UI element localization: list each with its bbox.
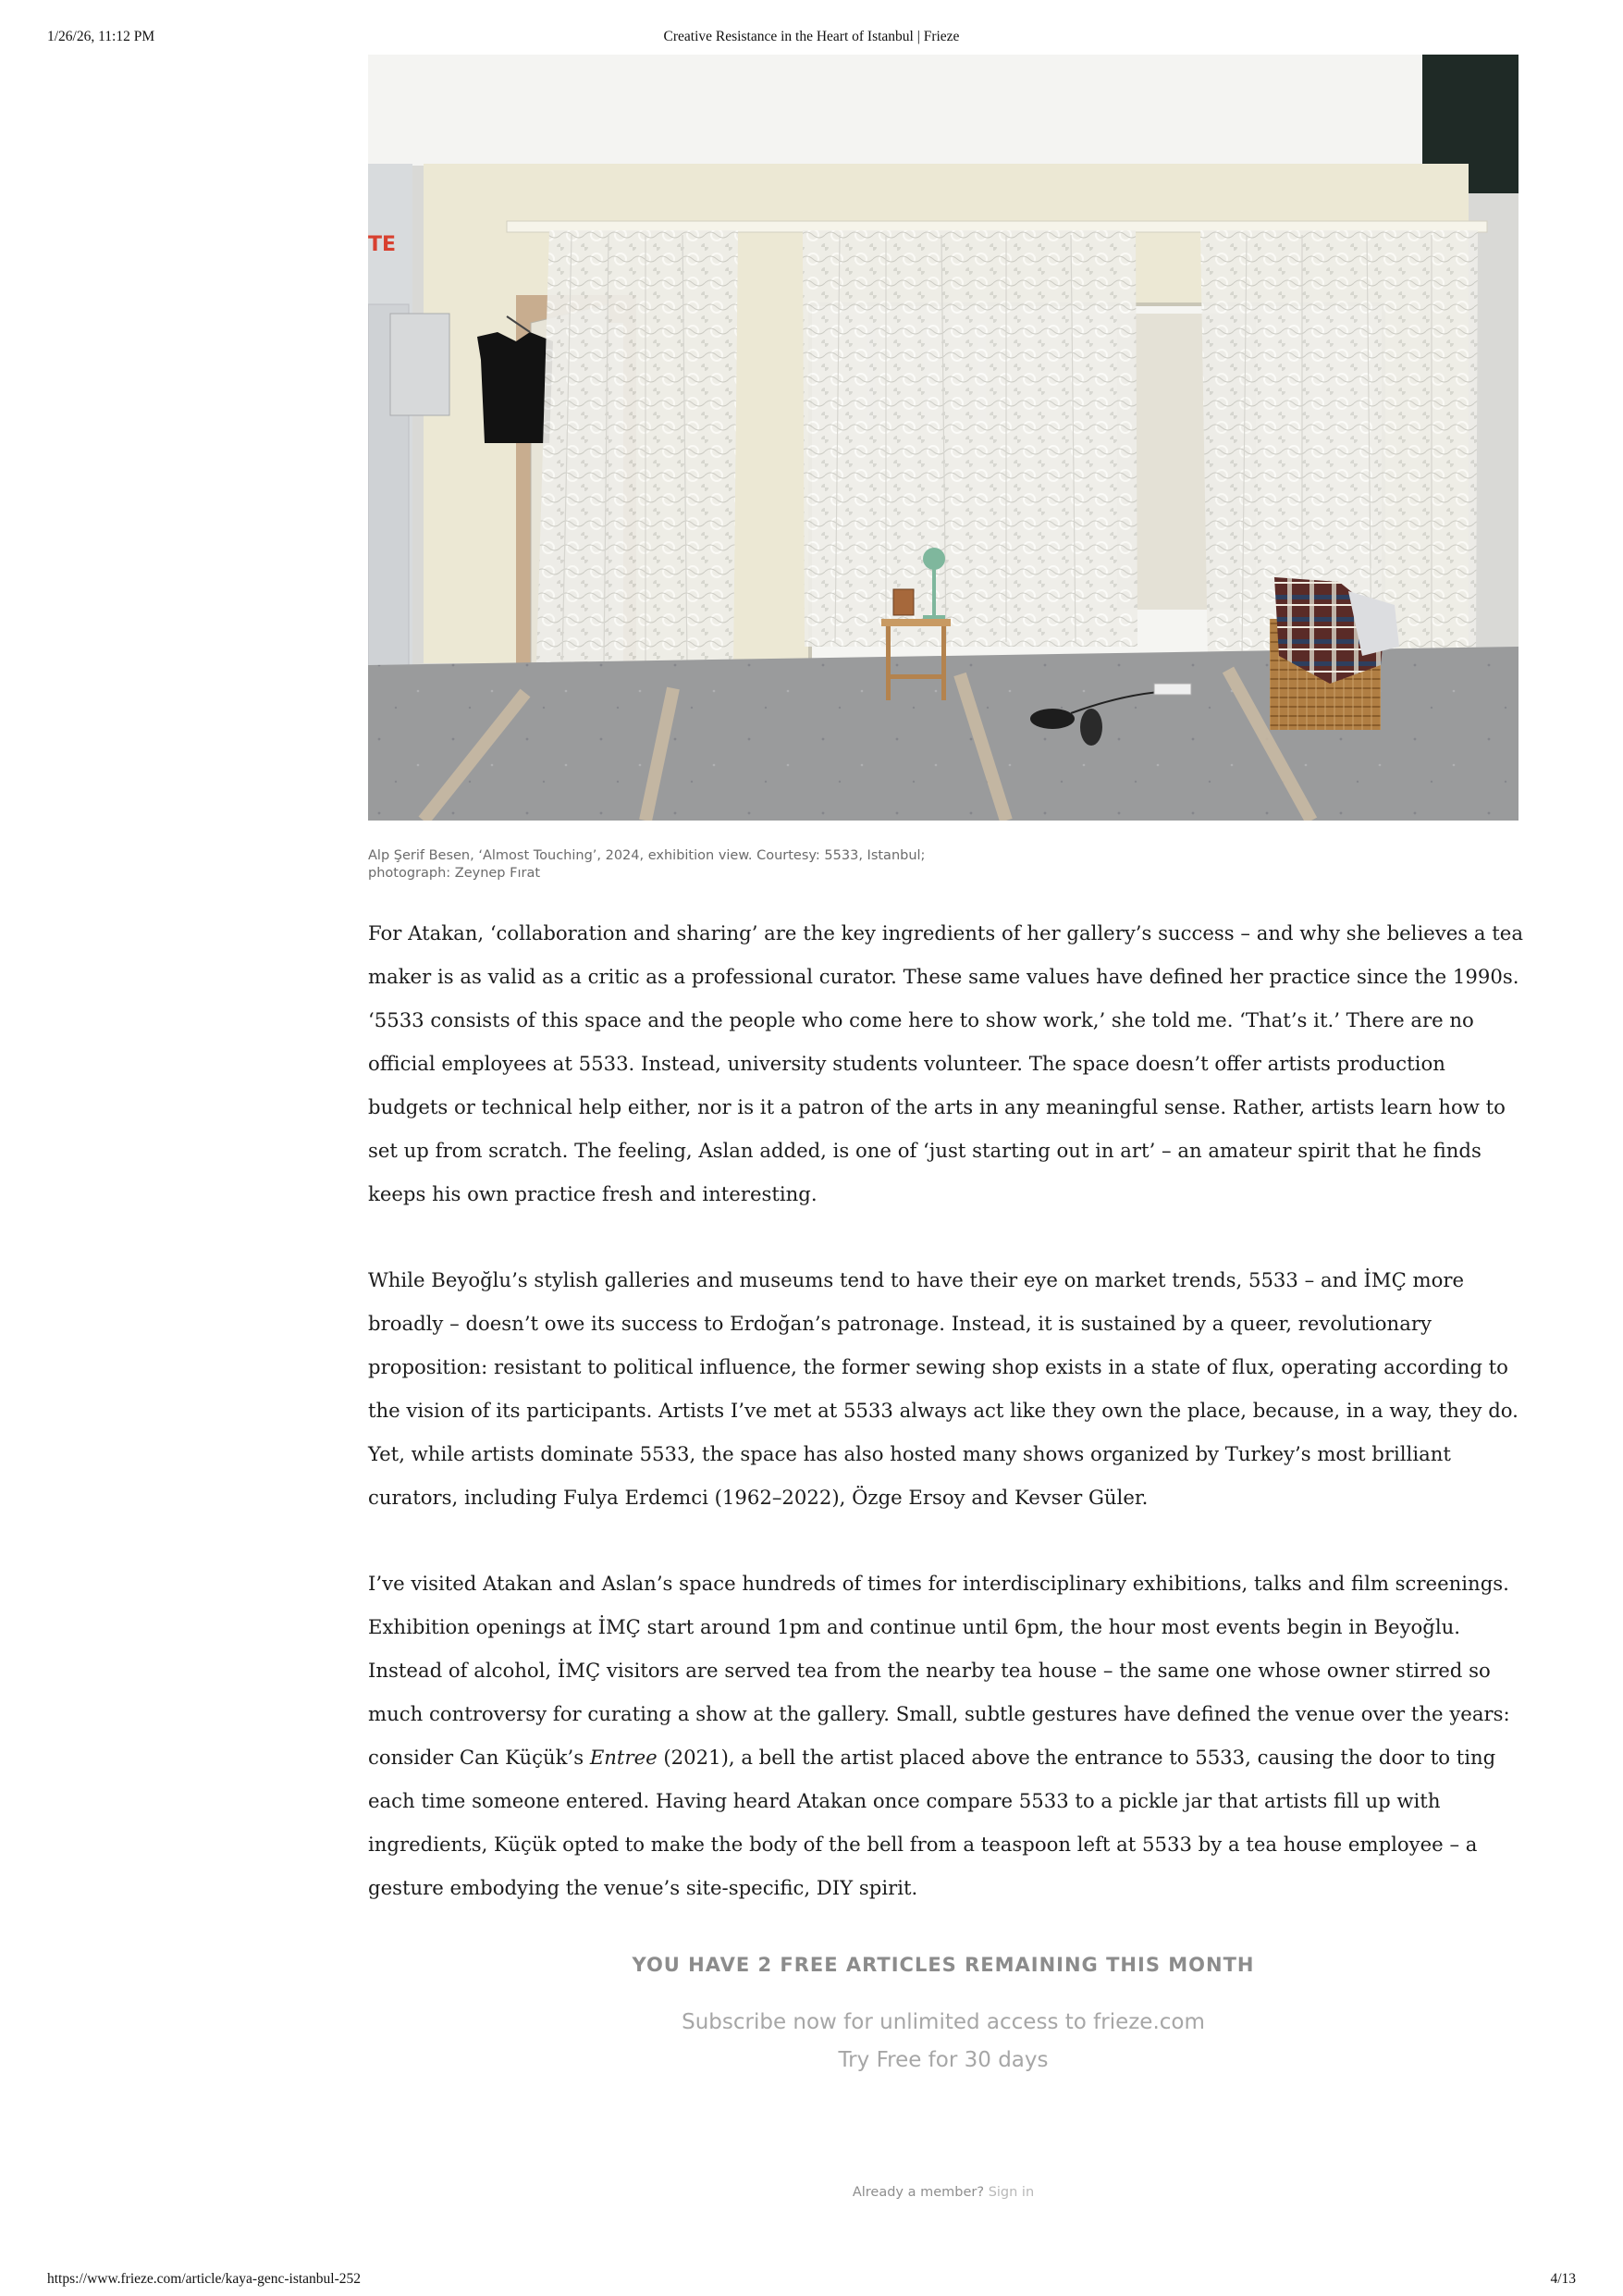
tshirt-shape: [477, 332, 553, 443]
caption-line: photograph: Zeynep Fırat: [368, 866, 541, 881]
sign-text: TE: [368, 233, 397, 256]
paragraph-text: I’ve visited Atakan and Aslan’s space hundreds of times for interdisciplinary exhibitions, talks and film screenings. Exhibition openings at İMÇ start around 1pm and continue until 6pm, the hour most events begin in Beyoğlu. Instead of alcohol, İMÇ visitors are served tea from the nearby tea house – the same one whose owner stirred so much controversy for curating a show at the gallery. Small, subtle gestures have defined the venue over the years: consider Can Küçük’s: [368, 1572, 1510, 1769]
member-prompt-text: Already a member?: [852, 2185, 985, 2200]
paragraph-text: (2021), a bell the artist placed above the entrance to 5533, causing the door to ting each time someone entered. Having heard Atakan once compare 5533 to a pickle jar that artists fill up with ingredients, Küçük opted to make the body of the bell from a teaspoon left at 5533 by a tea house employee – a gesture embodying the venue’s site-specific, DIY spirit.: [368, 1746, 1496, 1899]
article-body: [368, 911, 1524, 1952]
free-trial-link[interactable]: Try Free for 30 days: [838, 2048, 1049, 2072]
photo-caption: [368, 847, 1200, 883]
print-page-number: 4/13: [1550, 2271, 1576, 2287]
article-paragraph: While Beyoğlu’s stylish galleries and museums tend to have their eye on market trends, 5533 – and İMÇ more broadly – doesn’t owe its success to Erdoğan’s patronage. Instead, it is sustained by a queer, revolutionary proposition: resistant to political influence, the former sewing shop exists in a state of flux, operating according to the vision of its participants. Artists I’ve met at 5533 always act like they own the place, because, in a way, they do. Yet, while artists dominate 5533, the space has also hosted many shows organized by Turkey’s most brilliant curators, including Fulya Erdemci (1962–2022), Özge Ersoy and Kevser Güler.: [368, 1268, 1518, 1509]
print-url: https://www.frieze.com/article/kaya-genc-istanbul-252: [47, 2271, 362, 2287]
print-page-title: Creative Resistance in the Heart of Istanbul | Frieze: [663, 29, 960, 44]
exhibition-photo: [368, 55, 1518, 821]
article-paragraph: [368, 1562, 1524, 1909]
article-paragraph: For Atakan, ‘collaboration and sharing’ are the key ingredients of her gallery’s success – and why she believes a tea maker is as valid as a critic as a professional curator. These same values have defined her practice since the 1990s. ‘5533 consists of this space and the people who come here to show work,’ she told me. ‘That’s it.’ There are no official employees at 5533. Instead, university students volunteer. The space doesn’t offer artists production budgets or technical help either, nor is it a patron of the arts in any meaningful sense. Rather, artists learn how to set up from scratch. The feeling, Aslan added, is one of ‘just starting out in art’ – an amateur spirit that he finds keeps his own practice fresh and interesting.: [368, 921, 1523, 1205]
free-articles-heading: YOU HAVE 2 FREE ARTICLES REMAINING THIS MONTH: [632, 1954, 1255, 1976]
paywall-banner: [368, 1954, 1518, 2080]
caption-line: Alp Şerif Besen, ‘Almost Touching’, 2024, exhibition view. Courtesy: 5533, Istanbul;: [368, 848, 926, 863]
sign-in-link[interactable]: Sign in: [988, 2185, 1035, 2200]
artwork-title: Entree: [589, 1746, 658, 1769]
subscribe-link[interactable]: Subscribe now for unlimited access to frieze.com: [682, 2010, 1205, 2034]
print-datetime: 1/26/26, 11:12 PM: [47, 29, 155, 44]
member-prompt: [368, 2185, 1518, 2200]
